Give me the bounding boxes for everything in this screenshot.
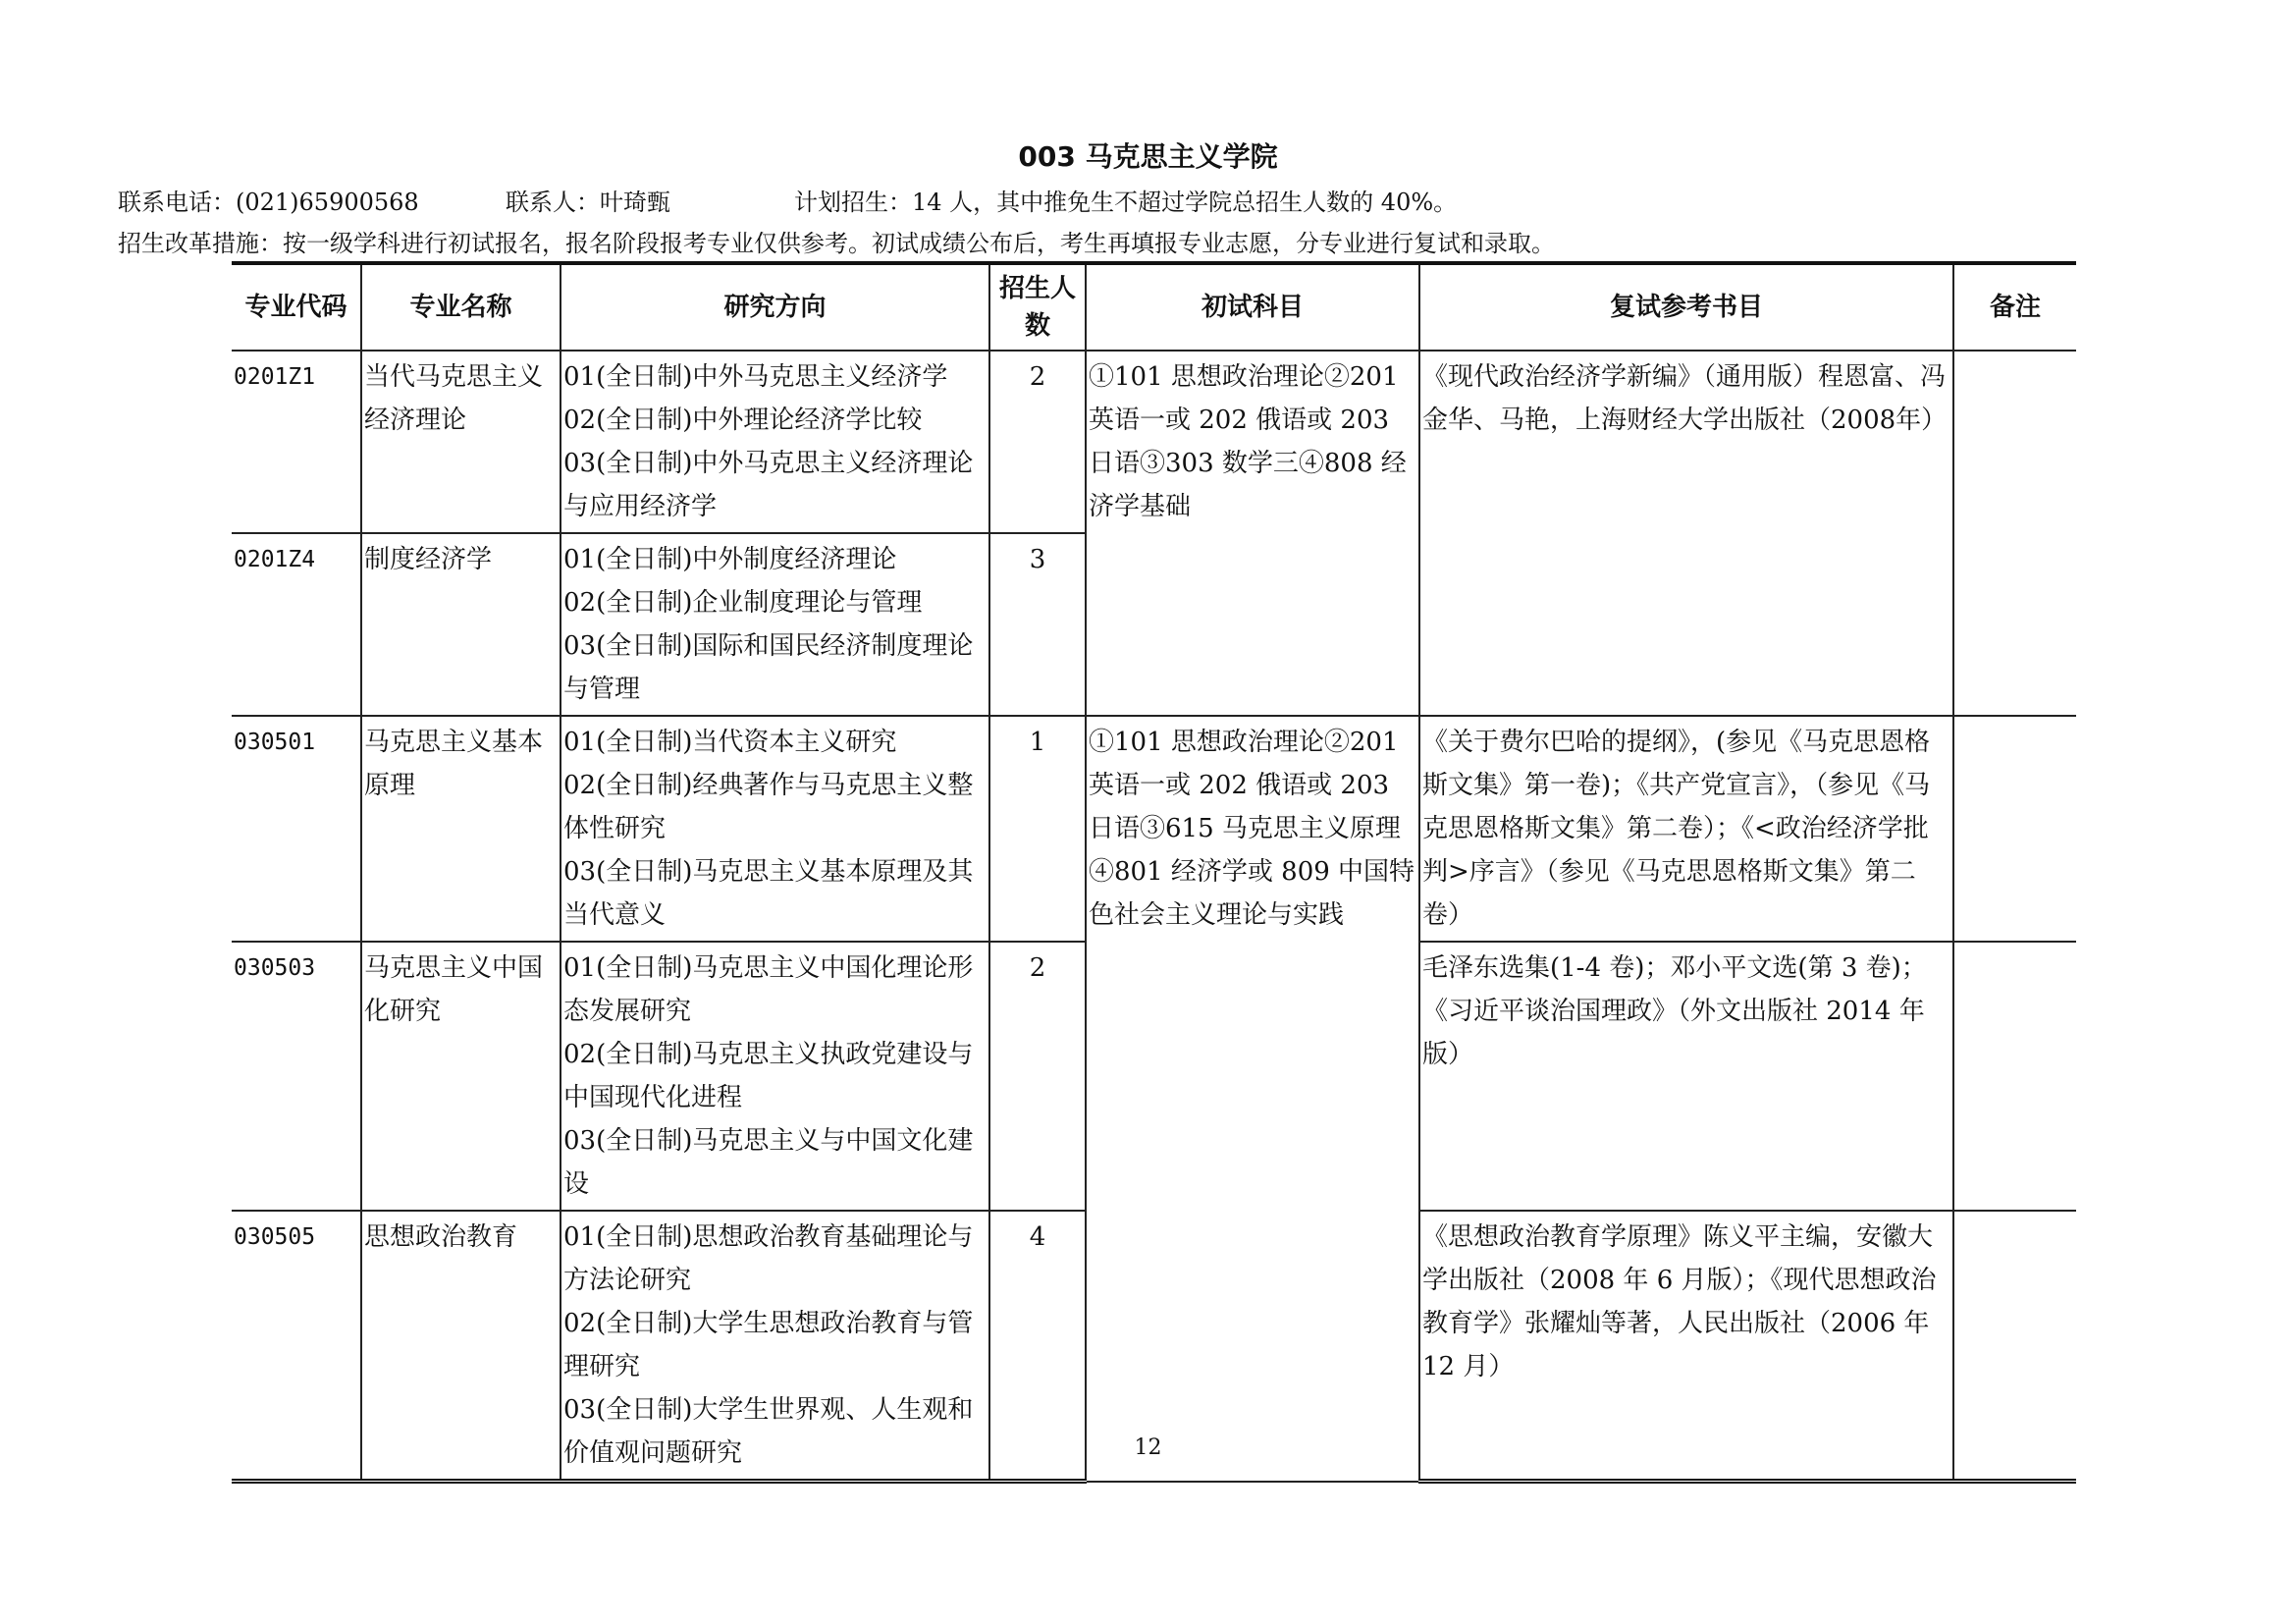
header-count: 招生人数 (989, 263, 1086, 351)
contact-info-line (118, 183, 1457, 217)
research-directions (561, 533, 989, 716)
major-code: 030505 (232, 1211, 361, 1482)
header-code: 专业代码 (232, 263, 361, 351)
header-row (232, 263, 2076, 351)
page-number: 12 (1134, 1435, 1162, 1460)
enroll-count: 1 (989, 716, 1086, 942)
page-title: 003 马克思主义学院 (1018, 140, 1278, 173)
major-name: 马克思主义基本原理 (361, 716, 561, 942)
direction-item: 03(全日制)大学生世界观、人生观和价值观问题研究 (563, 1395, 974, 1468)
direction-item: 02(全日制)大学生思想政治教育与管理研究 (563, 1309, 974, 1381)
table-row (232, 351, 2076, 533)
direction-item: 01(全日制)当代资本主义研究 (563, 728, 897, 757)
reform-measures: 招生改革措施：按一级学科进行初试报名，报名阶段报考专业仅供参考。初试成绩公布后，考生再填报专业志愿，分专业进行复试和录取。 (118, 230, 1555, 257)
research-directions (561, 942, 989, 1211)
reference-books: 《现代政治经济学新编》（通用版）程恩富、冯金华、马艳，上海财经大学出版社（2008年） (1419, 351, 1953, 716)
note-cell (1953, 351, 2076, 716)
header-name: 专业名称 (361, 263, 561, 351)
major-code: 030501 (232, 716, 361, 942)
note-cell (1953, 942, 2076, 1211)
enrollment-table (232, 261, 2076, 1484)
major-code: 030503 (232, 942, 361, 1211)
major-name: 马克思主义中国化研究 (361, 942, 561, 1211)
table-row (232, 716, 2076, 942)
reference-books: 《思想政治教育学原理》陈义平主编，安徽大学出版社（2008 年 6 月版）；《现代思想政治教育学》张耀灿等著，人民出版社（2006 年 12 月） (1419, 1211, 1953, 1482)
direction-item: 02(全日制)企业制度理论与管理 (563, 588, 923, 618)
direction-item: 02(全日制)中外理论经济学比较 (563, 406, 923, 435)
major-name: 制度经济学 (361, 533, 561, 716)
research-directions (561, 716, 989, 942)
enrollment-plan: 计划招生：14 人，其中推免生不超过学院总招生人数的 40%。 (794, 189, 1458, 216)
contact-phone: 联系电话：(021)65900568 (118, 189, 419, 216)
exam-subjects: ①101 思想政治理论②201 英语一或 202 俄语或 203 日语③615 马克思主义原理④801 经济学或 809 中国特色社会主义理论与实践 (1086, 716, 1419, 1482)
major-code: 0201Z1 (232, 351, 361, 533)
enroll-count: 2 (989, 942, 1086, 1211)
header-books: 复试参考书目 (1419, 263, 1953, 351)
exam-subjects: ①101 思想政治理论②201 英语一或 202 俄语或 203 日语③303 数学三④808 经济学基础 (1086, 351, 1419, 716)
enroll-count: 3 (989, 533, 1086, 716)
direction-item: 01(全日制)马克思主义中国化理论形态发展研究 (563, 953, 974, 1026)
direction-item: 03(全日制)中外马克思主义经济理论与应用经济学 (563, 449, 974, 521)
major-code: 0201Z4 (232, 533, 361, 716)
direction-item: 03(全日制)马克思主义与中国文化建设 (563, 1126, 974, 1199)
direction-item: 01(全日制)中外制度经济理论 (563, 545, 897, 574)
reference-books: 《关于费尔巴哈的提纲》，(参见《马克思恩格斯文集》第一卷)；《共产党宣言》，（参见《马克思恩格斯文集》第二卷）；《<政治经济学批判>序言》（参见《马克思恩格斯文集》第二卷） (1419, 716, 1953, 942)
header-note: 备注 (1953, 263, 2076, 351)
direction-item: 01(全日制)思想政治教育基础理论与方法论研究 (563, 1222, 974, 1295)
direction-item: 03(全日制)国际和国民经济制度理论与管理 (563, 631, 974, 704)
contact-person: 联系人：叶琦甄 (506, 189, 670, 216)
direction-item: 01(全日制)中外马克思主义经济学 (563, 362, 948, 392)
reference-books: 毛泽东选集(1-4 卷)；邓小平文选(第 3 卷)；《习近平谈治国理政》（外文出版社 2014 年版） (1419, 942, 1953, 1211)
note-cell (1953, 716, 2076, 942)
direction-item: 02(全日制)经典著作与马克思主义整体性研究 (563, 771, 974, 843)
major-name: 当代马克思主义经济理论 (361, 351, 561, 533)
enroll-count: 2 (989, 351, 1086, 533)
major-name: 思想政治教育 (361, 1211, 561, 1482)
direction-item: 03(全日制)马克思主义基本原理及其当代意义 (563, 857, 974, 930)
header-exam: 初试科目 (1086, 263, 1419, 351)
research-directions (561, 351, 989, 533)
enroll-count: 4 (989, 1211, 1086, 1482)
direction-item: 02(全日制)马克思主义执政党建设与中国现代化进程 (563, 1040, 974, 1112)
header-direction: 研究方向 (561, 263, 989, 351)
